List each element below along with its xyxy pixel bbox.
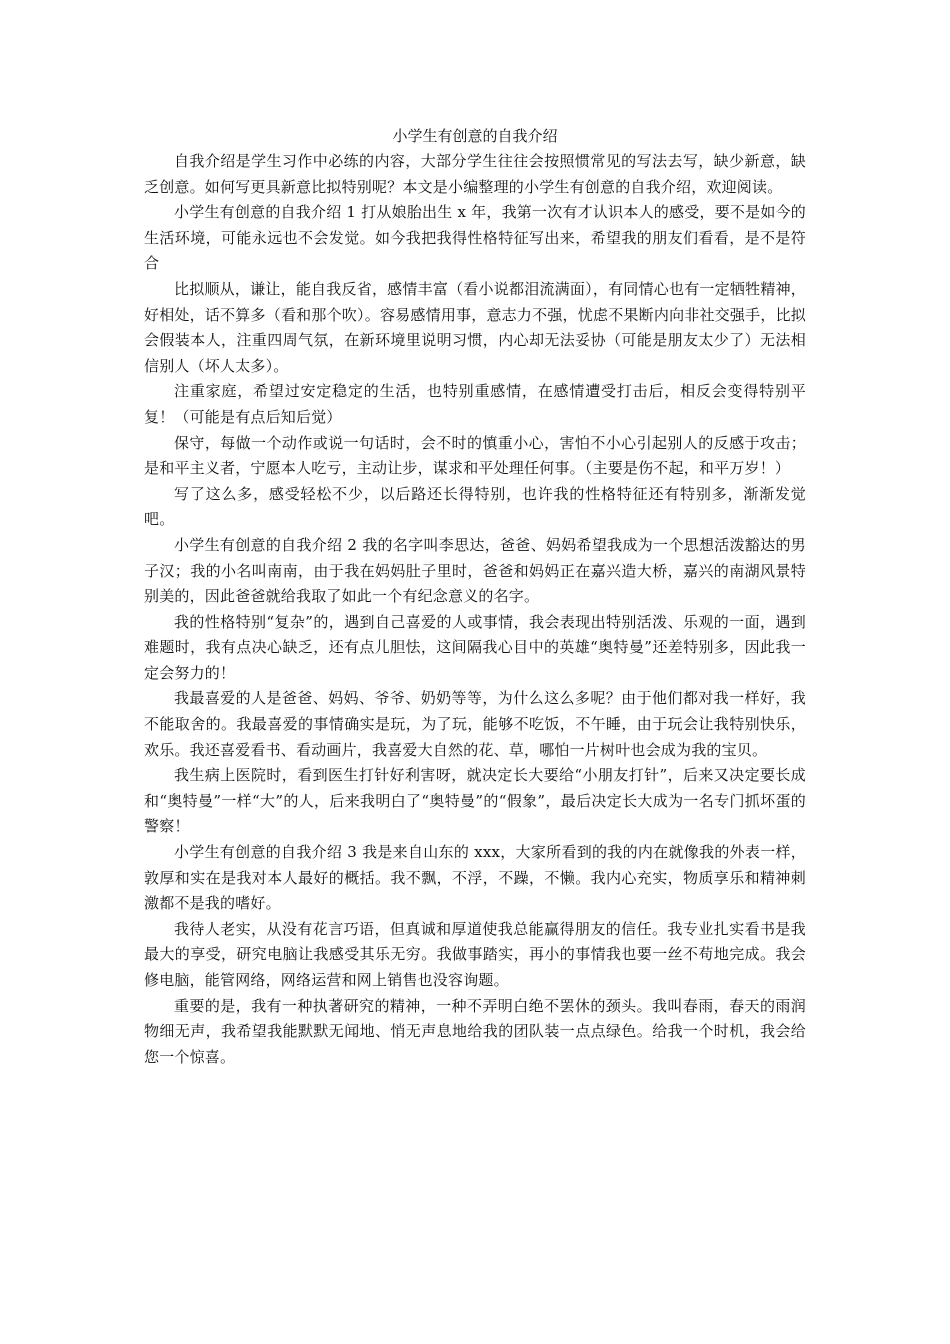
paragraph-2: 比拟顺从，谦让，能自我反省，感情丰富（看小说都泪流满面），有同情心也有一定牺牲精神，好相处，话不算多（看和那个吹）。容易感情用事，意志力不强，忧虑不果断内向非社交强手，比拟会假装本人，注重四周气氛，在新环境里说明习惯，内心却无法妥协（可能是朋友太少了）无法相信别人（坏人太多）。	[144, 279, 806, 375]
paragraph-6: 小学生有创意的自我介绍 2 我的名字叫李思达，爸爸、妈妈希望我成为一个思想活泼豁达的男子汉；我的小名叫南南，由于我在妈妈肚子里时，爸爸和妈妈正在嘉兴造大桥，嘉兴的南湖风景特别美的，因此爸爸就给我取了如此一个有纪念意义的名字。	[144, 535, 806, 606]
paragraph-intro: 自我介绍是学生习作中必练的内容，大部分学生往往会按照惯常见的写法去写，缺少新意，缺乏创意。如何写更具新意比拟特别呢？本文是小编整理的小学生有创意的自我介绍，欢迎阅读。	[144, 152, 806, 196]
paragraph-7: 我的性格特别“复杂”的，遇到自己喜爱的人或事情，我会表现出特别活泼、乐观的一面，遇到难题时，我有点决心缺乏，还有点儿胆怯，这间隔我心目中的英雄“奥特曼”还差特别多，因此我一定会努力的！	[144, 612, 806, 682]
paragraph-3: 注重家庭，希望过安定稳定的生活，也特别重感情，在感情遭受打击后，相反会变得特别平复！（可能是有点后知后觉）	[144, 382, 806, 426]
paragraph-1: 小学生有创意的自我介绍 1 打从娘胎出生 x 年，我第一次有才认识本人的感受，要不是如今的生活环境，可能永远也不会发觉。如今我把我得性格特征写出来，希望我的朋友们看看，是不是符合	[144, 203, 806, 273]
paragraph-8: 我最喜爱的人是爸爸、妈妈、爷爷、奶奶等等，为什么这么多呢？由于他们都对我一样好，我不能取舍的。我最喜爱的事情确实是玩，为了玩，能够不吃饭，不午睡，由于玩会让我特别快乐，欢乐。我还喜爱看书、看动画片，我喜爱大自然的花、草，哪怕一片树叶也会成为我的宝贝。	[144, 689, 806, 759]
paragraph-12: 重要的是，我有一种执著研究的精神，一种不弄明白绝不罢休的颈头。我叫春雨，春天的雨润物细无声，我希望我能默默无闻地、悄无声息地给我的团队装一点点绿色。给我一个时机，我会给您一个惊喜。	[144, 996, 806, 1066]
paragraph-4: 保守，每做一个动作或说一句话时，会不时的慎重小心，害怕不小心引起别人的反感于攻击；是和平主义者，宁愿本人吃亏，主动让步，谋求和平处理任何事。（主要是伤不起，和平万岁！）	[144, 433, 806, 478]
paragraph-10: 小学生有创意的自我介绍 3 我是来自山东的 xxx，大家所看到的我的内在就像我的外表一样，敦厚和实在是我对本人最好的概括。我不飘，不浮，不躁，不懒。我内心充实，物质享乐和精神刺激都不是我的嗜好。	[144, 843, 806, 913]
document-title: 小学生有创意的自我介绍	[392, 127, 558, 145]
paragraph-5: 写了这么多，感受轻松不少，以后路还长得特别，也许我的性格特征还有特别多，渐渐发觉吧。	[144, 484, 806, 529]
document-page	[144, 123, 806, 1070]
paragraph-9: 我生病上医院时，看到医生打针好利害呀，就决定长大要给“小朋友打针”，后来又决定要长成和“奥特曼”一样“大”的人，后来我明白了“奥特曼”的“假象”，最后决定长大成为一名专门抓坏蛋的警察！	[144, 766, 806, 836]
paragraph-11: 我待人老实，从没有花言巧语，但真诚和厚道使我总能赢得朋友的信任。我专业扎实看书是我最大的享受，研究电脑让我感受其乐无穷。我做事踏实，再小的事情我也要一丝不苟地完成。我会修电脑，能管网络，网络运营和网上销售也没容询题。	[144, 919, 806, 989]
